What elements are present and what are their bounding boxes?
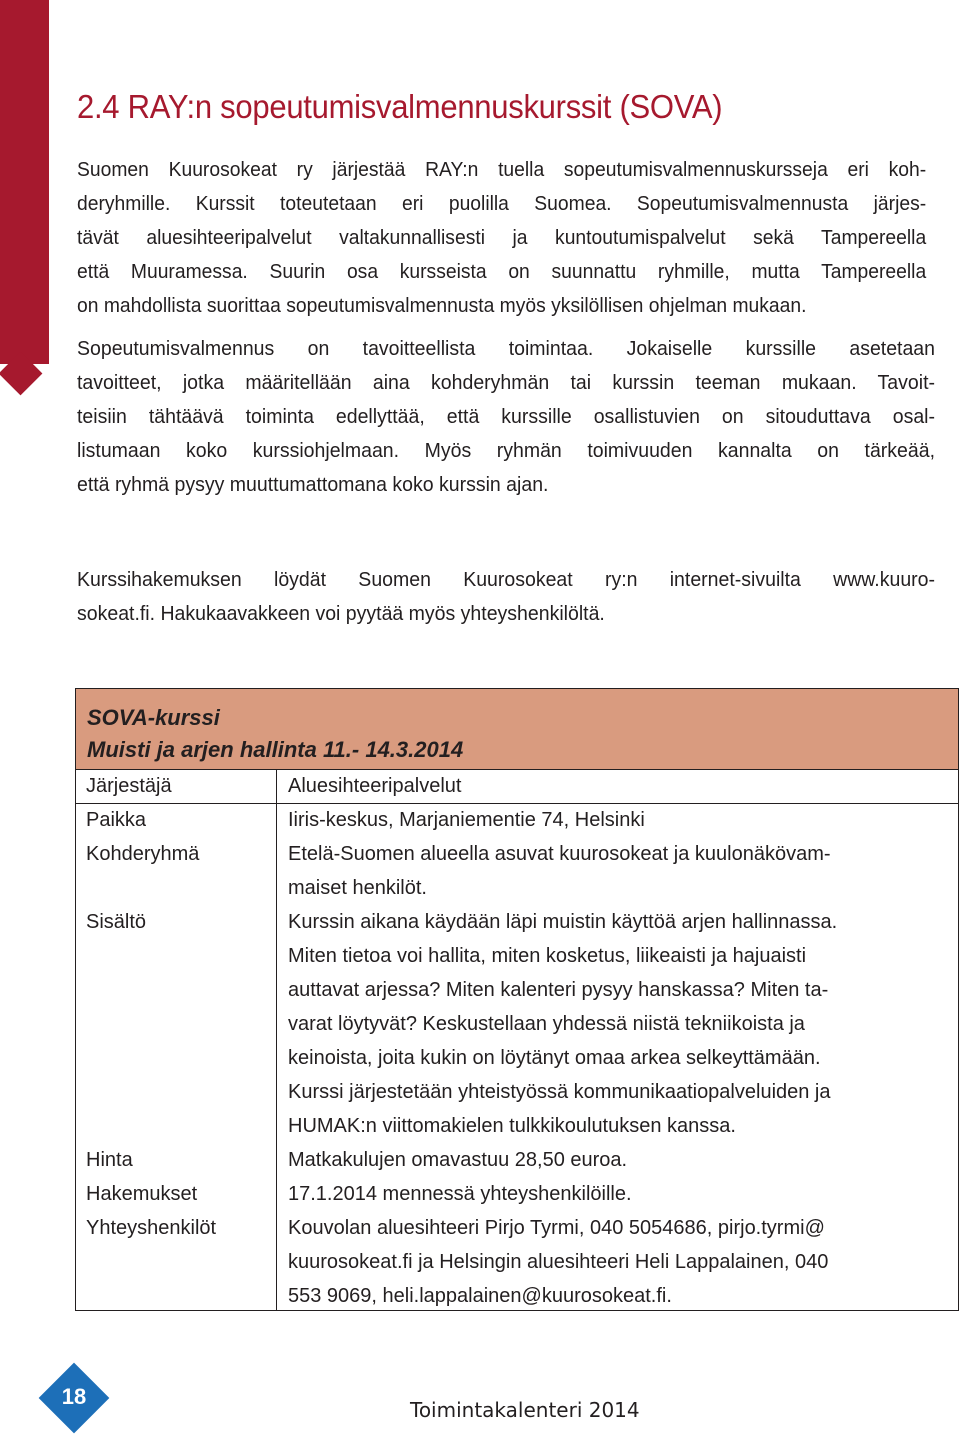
row-value-line: auttavat arjessa? Miten kalenteri pysyy hanskassa? Miten ta- [288, 979, 829, 1001]
row-value-line: Iiris-keskus, Marjaniementie 74, Helsinki [288, 809, 645, 831]
page-title: 2.4 RAY:n sopeutumisvalmennuskurssit (SOVA) [77, 88, 723, 125]
footer-publication-title: Toimintakalenteri 2014 [410, 1398, 640, 1422]
row-value-line: Miten tietoa voi hallita, miten kosketus, liikeaisti ja hajuaisti [288, 945, 807, 967]
table-header-title: SOVA-kurssi [87, 705, 220, 730]
intro-paragraph [77, 153, 926, 323]
paragraph-line: tavoitteet, jotka määritellään aina kohderyhmän tai kurssin teeman mukaan. Tavoit- [77, 372, 935, 394]
paragraph-line: listumaan koko kurssiohjelmaan. Myös ryhmän toimivuuden kannalta on tärkeää, [77, 440, 935, 462]
row-value [288, 769, 952, 803]
row-label: Hakemukset [86, 1183, 198, 1205]
page-number: 18 [61, 1384, 87, 1409]
paragraph-line: Kurssihakemuksen löydät Suomen Kuurosokeat ry:n internet-sivuilta www.kuuro- [77, 569, 935, 591]
row-value-line: Aluesihteeripalvelut [288, 775, 462, 797]
row-value-line: varat löytyvät? Keskustellaan yhdessä niistä tekniikoista ja [288, 1013, 805, 1035]
paragraph-line: että Muuramessa. Suurin osa kursseista on suunnattu ryhmille, mutta Tampereella [77, 261, 927, 283]
row-label: Kohderyhmä [86, 843, 200, 865]
paragraph-line: tävät aluesihteeripalvelut valtakunnallisesti ja kuntoutumispalvelut sekä Tampereella [77, 227, 927, 249]
paragraph-line: on mahdollista suorittaa sopeutumisvalmennusta myös yksilöllisen ohjelman mukaan. [77, 295, 807, 317]
row-value [288, 837, 952, 905]
row-value-line: Kouvolan aluesihteeri Pirjo Tyrmi, 040 5054686, pirjo.tyrmi@ [288, 1217, 825, 1239]
row-value-line: 17.1.2014 mennessä yhteyshenkilöille. [288, 1183, 632, 1205]
column-divider [276, 769, 277, 1310]
row-value [288, 803, 952, 837]
paragraph-line: teisiin tähtäävä toiminta edellyttää, että kurssille osallistuvien on sitouduttava osal- [77, 406, 935, 428]
row-value [288, 1211, 952, 1313]
row-value-line: HUMAK:n viittomakielen tulkkikoulutuksen kanssa. [288, 1115, 736, 1137]
application-paragraph [77, 563, 935, 631]
page-number-badge [40, 1364, 108, 1432]
sova-course-table [75, 688, 959, 1311]
table-header [76, 689, 958, 770]
row-label: Paikka [86, 809, 147, 831]
paragraph-line: Sopeutumisvalmennus on tavoitteellista toimintaa. Jokaiselle kurssille asetetaan [77, 338, 935, 360]
row-label: Hinta [86, 1149, 133, 1171]
row-value-line: Kurssi järjestetään yhteistyössä kommunikaatiopalveluiden ja [288, 1081, 831, 1103]
row-value-line: maiset henkilöt. [288, 877, 427, 899]
sidebar-accent-bar [0, 0, 49, 364]
row-value-line: keinoista, joita kukin on löytänyt omaa arkea selkeyttämään. [288, 1047, 821, 1069]
row-value-line: Etelä-Suomen alueella asuvat kuurosokeat ja kuulonäkövam- [288, 843, 831, 865]
row-value-line: Matkakulujen omavastuu 28,50 euroa. [288, 1149, 628, 1171]
row-value-line: 553 9069, heli.lappalainen@kuurosokeat.fi. [288, 1285, 672, 1307]
paragraph-line: että ryhmä pysyy muuttumattomana koko kurssin ajan. [77, 474, 549, 496]
row-label: Yhteyshenkilöt [86, 1217, 217, 1239]
row-value [288, 1143, 952, 1177]
paragraph-line: Suomen Kuurosokeat ry järjestää RAY:n tuella sopeutumisvalmennuskursseja eri koh- [77, 159, 927, 181]
goals-paragraph [77, 332, 935, 502]
paragraph-line: deryhmille. Kurssit toteutetaan eri puolilla Suomea. Sopeutumisvalmennusta järjes- [77, 193, 927, 215]
row-value [288, 1177, 952, 1211]
paragraph-line: sokeat.fi. Hakukaavakkeen voi pyytää myös yhteyshenkilöltä. [77, 603, 605, 625]
row-value [288, 905, 952, 1143]
row-value-line: Kurssin aikana käydään läpi muistin käyttöä arjen hallinnassa. [288, 911, 838, 933]
row-label: Sisältö [86, 911, 147, 933]
row-value-line: kuurosokeat.fi ja Helsingin aluesihteeri Heli Lappalainen, 040 [288, 1251, 829, 1273]
row-label: Järjestäjä [86, 775, 172, 797]
table-header-course-name: Muisti ja arjen hallinta 11.- 14.3.2014 [87, 737, 464, 762]
